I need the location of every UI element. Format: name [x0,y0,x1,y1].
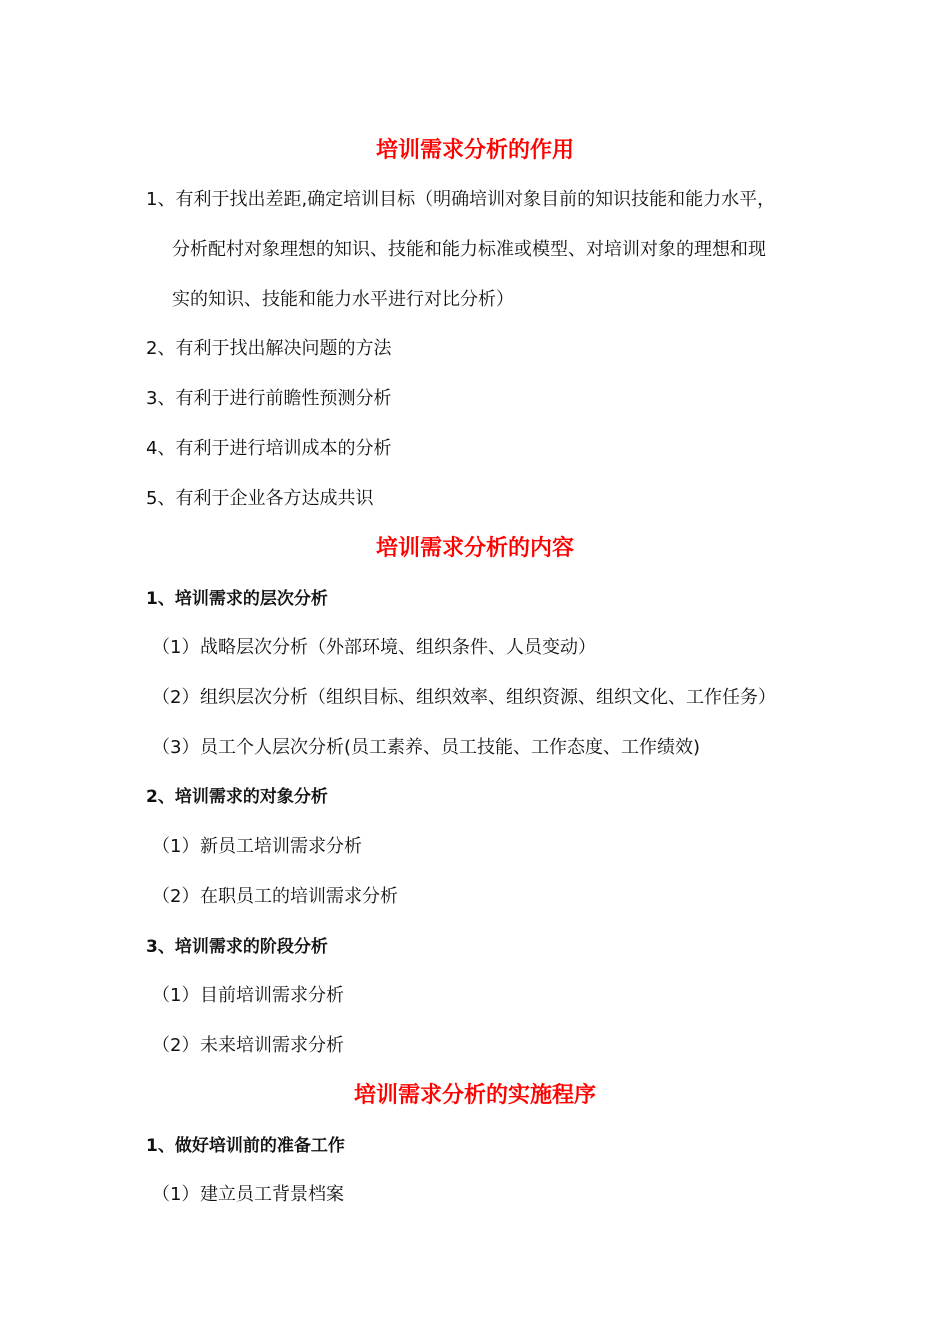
list-item-continuation: 实的知识、技能和能力水平进行对比分析） [172,289,514,310]
list-item: 4、有利于进行培训成本的分析 [146,438,392,459]
group-heading: 1、培训需求的层次分析 [146,589,328,609]
sub-item: （1）新员工培训需求分析 [152,836,362,857]
section-title-role: 培训需求分析的作用 [375,138,574,163]
sub-item: （1）战略层次分析（外部环境、组织条件、人员变动） [152,637,596,658]
list-item: 2、有利于找出解决问题的方法 [146,338,392,359]
section-title-procedure: 培训需求分析的实施程序 [353,1083,596,1108]
sub-item: （2）未来培训需求分析 [152,1035,344,1056]
section-title-content: 培训需求分析的内容 [375,536,574,561]
sub-item: （2）组织层次分析（组织目标、组织效率、组织资源、组织文化、工作任务） [152,687,776,708]
sub-item: （3）员工个人层次分析(员工素养、员工技能、工作态度、工作绩效) [152,737,701,758]
list-item-continuation: 分析配村对象理想的知识、技能和能力标准或模型、对培训对象的理想和现 [172,239,766,260]
sub-item: （1）建立员工背景档案 [152,1184,344,1205]
list-item: 5、有利于企业各方达成共识 [146,488,374,509]
list-item: 1、有利于找出差距,确定培训目标（明确培训对象目前的知识技能和能力水平， [146,189,776,210]
sub-item: （1）目前培训需求分析 [152,985,344,1006]
group-heading: 1、做好培训前的准备工作 [146,1136,345,1156]
group-heading: 3、培训需求的阶段分析 [146,937,328,957]
sub-item: （2）在职员工的培训需求分析 [152,886,398,907]
list-item: 3、有利于进行前瞻性预测分析 [146,388,392,409]
group-heading: 2、培训需求的对象分析 [146,787,328,807]
